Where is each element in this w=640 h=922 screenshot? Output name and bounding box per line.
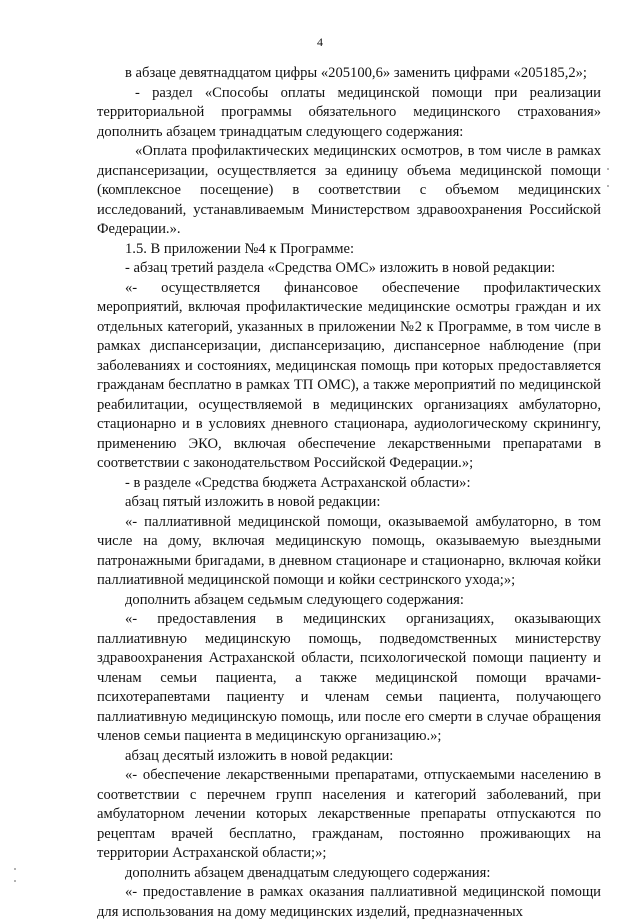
- scan-artifact: [14, 880, 16, 882]
- document-body: [97, 64, 601, 922]
- page-number: 4: [317, 35, 323, 49]
- paragraph: «Оплата профилактических медицинских осмотров, в том числе в рамках диспансеризации, осуществляется за единицу объема медицинской помощи (комплексное посещение) в соответствии с объемом медицинских исследований, устанавливаемым Министерством здравоохранения Российской Федерации.».: [97, 143, 601, 237]
- scan-artifact: [607, 185, 609, 187]
- paragraph: «- предоставления в медицинских организациях, оказывающих паллиативную медицинскую помощь, подведомственных министерству здравоохранения Астраханской области, психологической помощи пациенту и членам семьи пациента, а также медицинской помощи врачами-психотерапевтами пациенту и членам семьи пациента, получающего паллиативную медицинскую помощь, или после его смерти в случае обращения членов семьи пациента в медицинскую организацию.»;: [97, 611, 601, 744]
- paragraph: - в разделе «Средства бюджета Астраханской области»:: [125, 474, 471, 491]
- scan-artifact: [607, 168, 609, 170]
- paragraph: 1.5. В приложении №4 к Программе:: [125, 240, 355, 257]
- paragraph: абзац пятый изложить в новой редакции:: [125, 494, 381, 510]
- paragraph: «- осуществляется финансовое обеспечение профилактических мероприятий, включая профилактические медицинские осмотры граждан и их отдельных категорий, указанных в приложении №2 к Программе, в том числе в рамках диспансеризации, диспансеризацию, диспансерное наблюдение (при заболеваниях и состояниях, медицинская помощь при которых предоставляется гражданам бесплатно в рамках ТП ОМС), а также мероприятий по медицинской реабилитации, осуществляемой в медицинских организациях амбулаторно, стационарно и в условиях дневного стационара, аудиологическому скринингу, применению ЭКО, включая обеспечение лекарственными препаратами в соответствии с законодательством Российской Федерации.»;: [97, 279, 601, 471]
- paragraph: «- предоставление в рамках оказания паллиативной медицинской помощи для использования на дому медицинских изделий, предназначенных: [97, 884, 601, 920]
- paragraph: дополнить абзацем седьмым следующего содержания:: [125, 591, 464, 608]
- paragraph: в абзаце девятнадцатом цифры «205100,6» заменить цифрами «205185,2»;: [125, 65, 587, 81]
- paragraph: «- паллиативной медицинской помощи, оказываемой амбулаторно, в том числе на дому, включая медицинскую помощь, оказываемую выездными патронажными бригадами, в дневном стационаре и стационарно, включая койки паллиативной медицинской помощи и койки сестринского ухода;»;: [97, 513, 601, 588]
- paragraph: абзац десятый изложить в новой редакции:: [125, 747, 394, 764]
- paragraph: «- обеспечение лекарственными препаратами, отпускаемыми населению в соответствии с перечнем групп населения и категорий заболеваний, при амбулаторном лечении которых лекарственные препараты отпускаются по рецептам врачей бесплатно, гражданам, постоянно проживающих на территории Астраханской области;»;: [97, 767, 601, 861]
- paragraph: дополнить абзацем двенадцатым следующего содержания:: [125, 864, 491, 881]
- paragraph: - абзац третий раздела «Средства ОМС» изложить в новой редакции:: [125, 260, 556, 276]
- paragraph: - раздел «Способы оплаты медицинской помощи при реализации территориальной программы обязательного медицинского страхования» дополнить абзацем тринадцатым следующего содержания:: [97, 84, 601, 140]
- scan-artifact: [14, 868, 16, 870]
